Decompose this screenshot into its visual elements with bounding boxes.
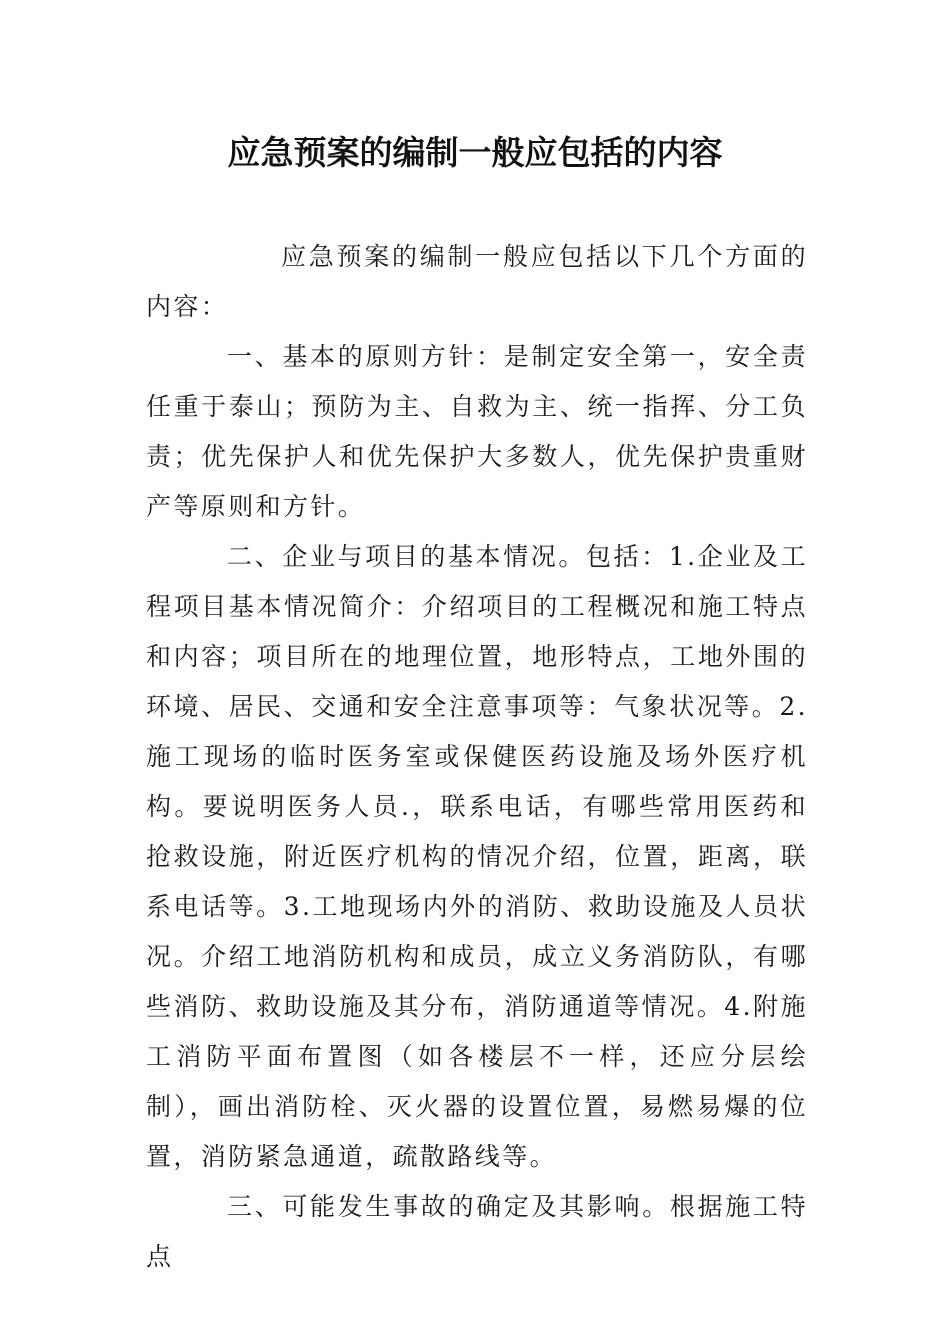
intro-paragraph: 应急预案的编制一般应包括以下几个方面的内容： [146,242,808,321]
document-title: 应急预案的编制一般应包括的内容 [227,133,723,172]
section-1-paragraph: 一、基本的原则方针：是制定安全第一，安全责任重于泰山；预防为主、自救为主、统一指挥、分工负责；优先保护人和优先保护大多数人，优先保护贵重财产等原则和方针。 [146,342,808,521]
section-2-paragraph: 二、企业与项目的基本情况。包括：1.企业及工程项目基本情况简介：介绍项目的工程概况和施工特点和内容；项目所在的地理位置，地形特点，工地外围的环境、居民、交通和安全注意事项等：气象状况等。2.施工现场的临时医务室或保健医药设施及场外医疗机构。要说明医务人员.，联系电话，有哪些常用医药和抢救设施，附近医疗机构的情况介绍，位置，距离，联系电话等。3.工地现场内外的消防、救助设施及人员状况。介绍工地消防机构和成员，成立义务消防队，有哪些消防、救助设施及其分布，消防通道等情况。4.附施工消防平面布置图（如各楼层不一样，还应分层绘制），画出消防栓、灭火器的设置位置，易燃易爆的位置，消防紧急通道，疏散路线等。 [146,542,808,1171]
section-3-paragraph: 三、可能发生事故的确定及其影响。根据施工特点 [146,1192,808,1271]
document-body [146,232,808,1282]
